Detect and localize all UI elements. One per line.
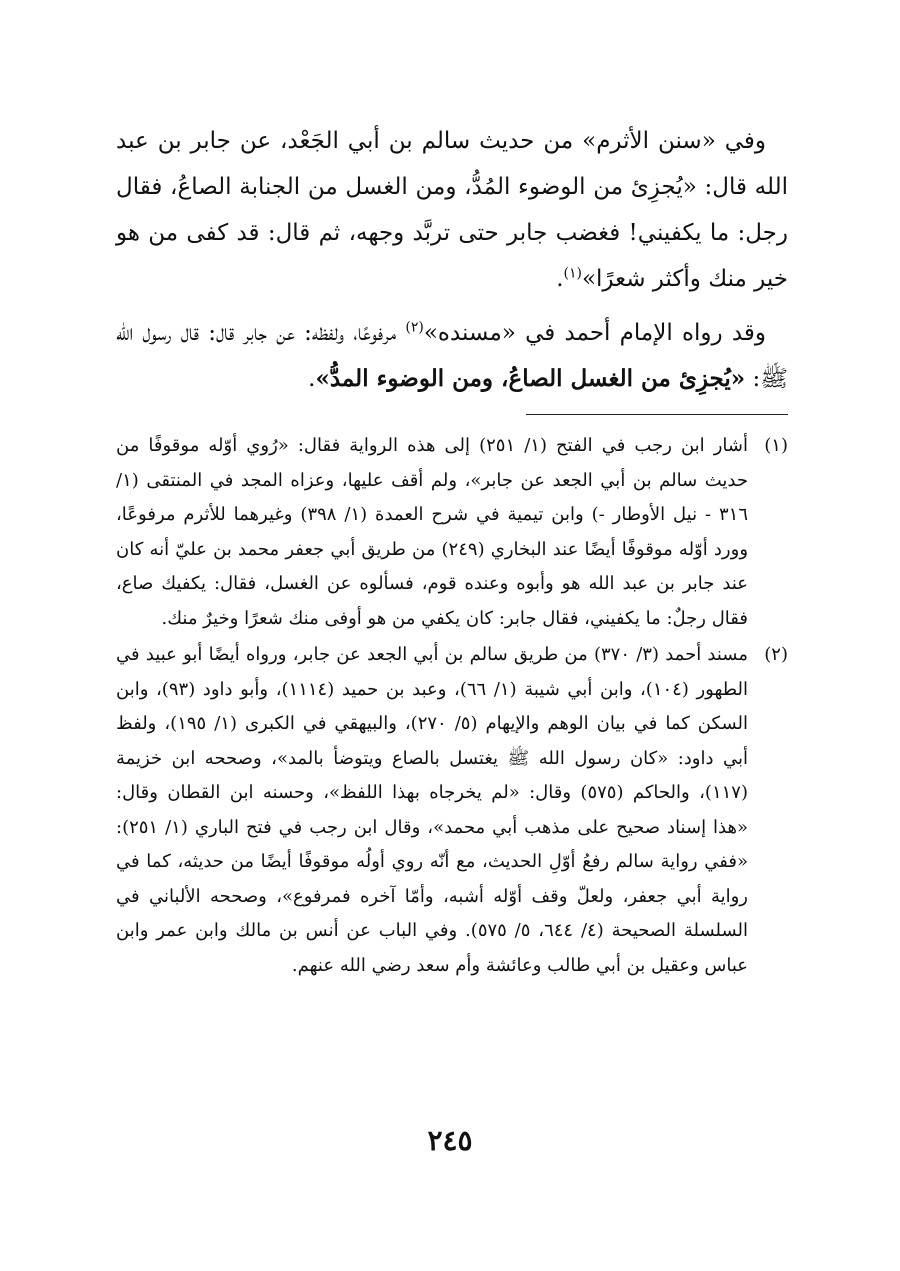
footnote-text: مسند أحمد (٣/ ٣٧٠) من طريق سالم بن أبي الجعد عن جابر، ورواه أيضًا أبو عبيد في الطهور (١٠٤)، وابن أبي شيبة (١/ ٦٦)، وعبد بن حميد (١١١٤)، وأبو داود (٩٣)، وابن السكن كما في بيان الوهم والإيهام (٥/ ٢٧٠)، والبيهقي في الكبرى (١/ ١٩٥)، ولفظ أبي داود: «كان رسول الله ﷺ يغتسل بالصاع ويتوضأ بالمد»، وصححه ابن خزيمة (١١٧)، والحاكم (٥٧٥) وقال: «لم يخرجاه بهذا اللفظ»، وحسنه ابن القطان وقال: «هذا إسناد صحيح على مذهب أبي محمد»، وقال ابن رجب في فتح الباري (١/ ٢٥١): «ففي رواية سالم رفعُ أوّلِ الحديث، مع أنّه روي أولُه موقوفًا أيضًا من حديثه، كما في رواية أبي جعفر، ولعلّ وقف أوّله أشبه، وأمّا آخره فمرفوع»، وصححه الألباني في السلسلة الصحيحة (٤/ ٦٤٤، ٥/ ٥٧٥). وفي الباب عن أنس بن مالك وابن عمر وابن عباس وعقيل بن أبي طالب وعائشة وأم سعد رضي الله عنهم.: [116, 644, 749, 976]
hadith-quote: «يُجزِئ من الغسل الصاعُ، ومن الوضوء المدُّ»: [315, 365, 746, 392]
footnotes: [116, 429, 788, 983]
footnote-divider: [526, 414, 788, 415]
paragraph-2-text-b: مرفوعًا، ولفظه: عن جابر قال: قال رسول الله ﷺ:: [116, 320, 788, 392]
footnote-2: [116, 638, 788, 983]
footnote-number: (١): [764, 435, 788, 456]
main-paragraph-2: [116, 310, 788, 402]
page-number: ٢٤٥: [427, 1124, 473, 1157]
footnote-text: أشار ابن رجب في الفتح (١/ ٢٥١) إلى هذه الرواية فقال: «رُوي أوّله موقوفًا من حديث سالم بن أبي الجعد عن جابر»، ولم أقف عليها، وعزاه المجد في المنتقى (١/ ٣١٦ - نيل الأوطار -) وابن تيمية في شرح العمدة (١/ ٣٩٨) وغيرهما للأثرم مرفوعًا، وورد أوّله موقوفًا أيضًا عند البخاري (٢٤٩) من طريق أبي جعفر محمد بن عليّ أنه كان عند جابر بن عبد الله هو وأبوه وعنده قوم، فسألوه عن الغسل، فقال: يكفيك صاع، فقال رجلٌ: ما يكفيني، فقال جابر: كان يكفي من هو أوفى منك شعرًا وخيرٌ منك.: [116, 435, 749, 629]
footnote-ref-1[interactable]: (١): [563, 265, 582, 282]
footnote-ref-2[interactable]: (٢): [405, 319, 424, 336]
paragraph-2-text-a: وقد رواه الإمام أحمد في «مسنده»: [423, 320, 766, 346]
paragraph-1-end: .: [556, 266, 564, 292]
footnote-number: (٢): [764, 644, 788, 665]
footnote-1: [116, 429, 788, 636]
paragraph-2-end: .: [308, 366, 316, 392]
page-content: [116, 118, 788, 985]
main-paragraph-1: [116, 118, 788, 302]
main-text: [116, 118, 788, 402]
paragraph-1-text: وفي «سنن الأثرم» من حديث سالم بن أبي الجَعْد، عن جابر بن عبد الله قال: «يُجزِئ من الوضوء المُدُّ، ومن الغسل من الجنابة الصاعُ، فقال رجل: ما يكفيني! فغضب جابر حتى تربَّد وجهه، ثم قال: قد كفى من هو خير منك وأكثر شعرًا»: [116, 128, 788, 292]
